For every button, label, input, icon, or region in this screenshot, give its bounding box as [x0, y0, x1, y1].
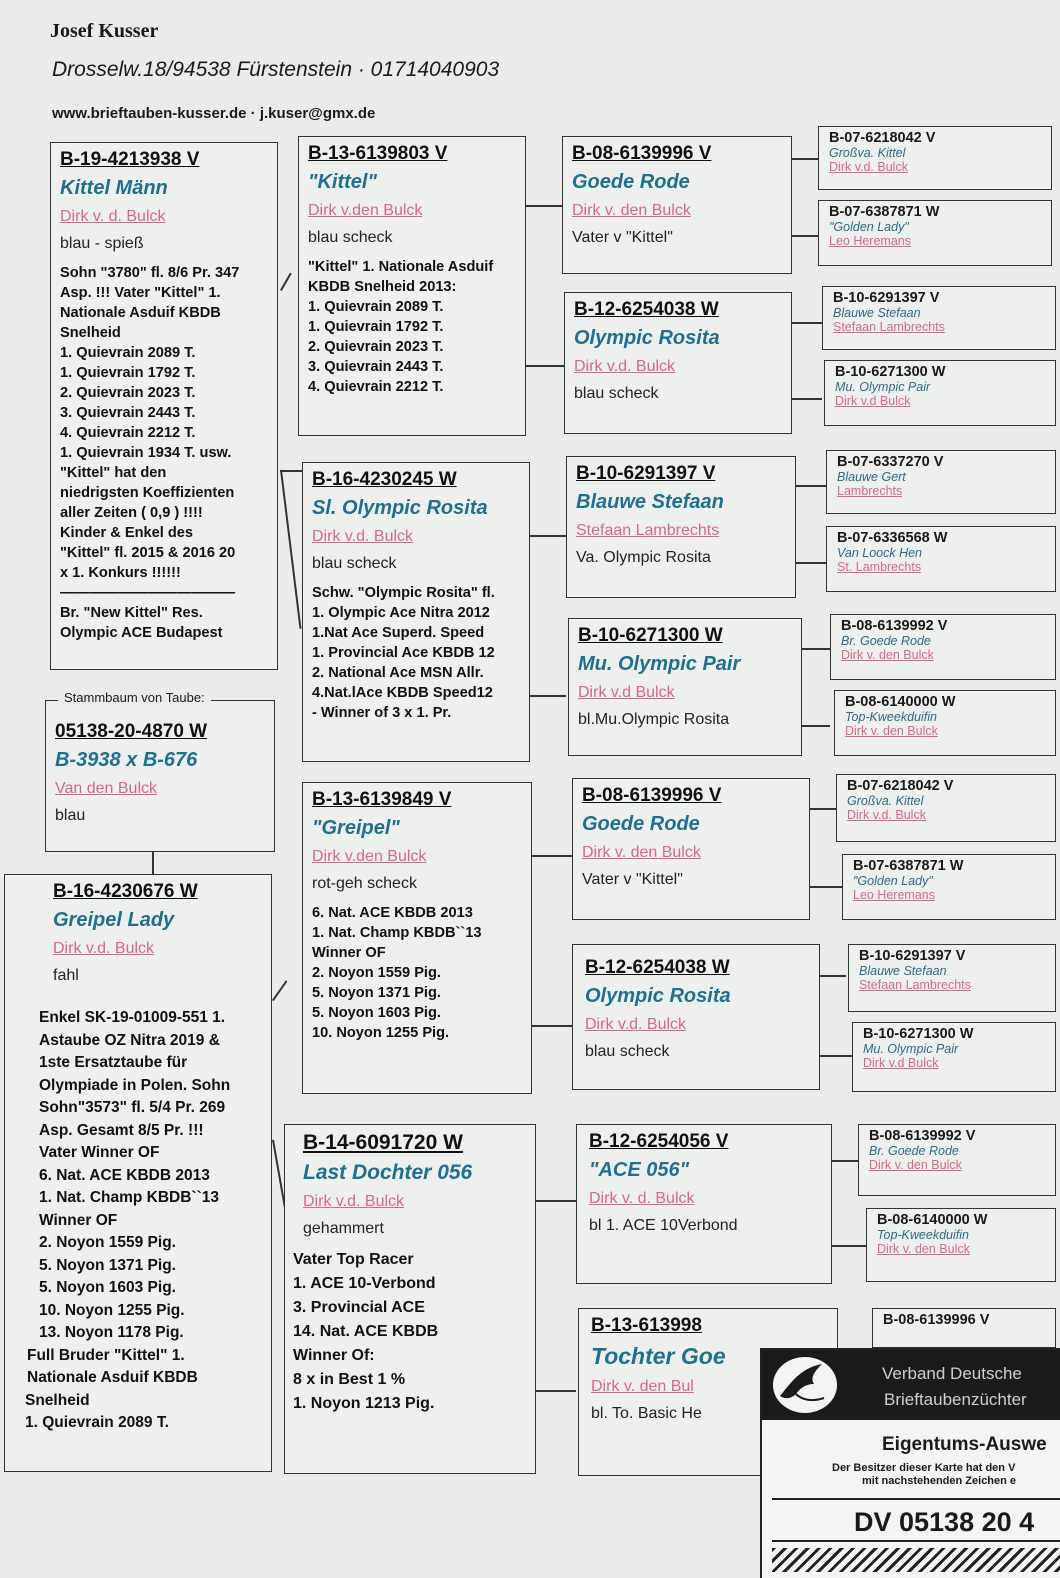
note-line: Astaube OZ Nitra 2019 & — [39, 1031, 220, 1049]
breeder-name: Dirk v. den Bulck — [869, 1158, 962, 1172]
pigeon-name: Top-Kweekduifin — [845, 710, 937, 724]
note-line: Vater Winner OF — [39, 1144, 160, 1161]
note-line: 10. Noyon 1255 Pig. — [39, 1301, 185, 1319]
breeder-name: Stefaan Lambrechts — [833, 320, 945, 334]
pedigree-of-box — [45, 700, 275, 852]
breeder-name: Dirk v.d. Bulck — [312, 528, 414, 545]
note-line: 4.Nat.lAce KBDB Speed12 — [312, 685, 493, 701]
pigeon-name: Mu. Olympic Pair — [863, 1042, 959, 1056]
ring-number: B-12-6254038 W — [585, 957, 730, 978]
card-text: Der Besitzer dieser Karte hat den V — [832, 1462, 1016, 1474]
great-grandparent-box — [852, 1022, 1056, 1092]
note-line: 5. Noyon 1603 Pig. — [39, 1279, 176, 1296]
connector-line — [532, 855, 572, 857]
note-line: Snelheid — [60, 325, 121, 341]
note-line: 5. Noyon 1603 Pig. — [312, 1005, 441, 1021]
breeder-name: Dirk v. d. Bulck — [589, 1190, 695, 1207]
pigeon-name: Blauwe Stefaan — [576, 491, 724, 513]
connector-line — [530, 535, 566, 537]
breeder-name: Leo Heremans — [829, 234, 911, 248]
note-line: 14. Nat. ACE KBDB — [293, 1323, 439, 1340]
card-title: Eigentums-Auswe — [882, 1434, 1047, 1455]
note-line: 1. Quievrain 2089 T. — [308, 299, 444, 315]
note-line: Br. "New Kittel" Res. — [60, 605, 203, 621]
breeder-name: Dirk v.d Bulck — [835, 394, 911, 408]
note-line: "Kittel" 1. Nationale Asduif — [308, 259, 494, 275]
note-line: Winner Of: — [293, 1347, 375, 1364]
pigeon-name: Van Loock Hen — [837, 546, 923, 560]
connector-line — [536, 1390, 576, 1392]
great-grandparent-box — [826, 450, 1056, 514]
ring-number: B-19-4213938 V — [60, 149, 200, 170]
pigeon-name: Br. Goede Rode — [841, 634, 931, 648]
note-line: Winner OF — [312, 945, 386, 961]
note-line: 2. Noyon 1559 Pig. — [312, 965, 441, 981]
note-line: 1. Noyon 1213 Pig. — [293, 1395, 435, 1412]
card-org-line: Brieftaubenzüchter — [884, 1390, 1027, 1409]
pigeon-name: Goede Rode — [572, 171, 690, 193]
great-grandparent-box — [834, 690, 1056, 756]
great-grandparent-box — [824, 360, 1056, 426]
breeder-name: Dirk v.d. Bulck — [303, 1193, 405, 1210]
ring-number: B-14-6091720 W — [303, 1131, 463, 1154]
ring-number: B-16-4230245 W — [312, 469, 457, 490]
ring-number: B-12-6254056 V — [589, 1131, 729, 1152]
connector-line — [820, 1055, 852, 1057]
connector-line — [792, 158, 818, 160]
connector-line — [280, 273, 291, 291]
card-text: mit nachstehenden Zeichen e — [862, 1475, 1017, 1487]
ring-number: B-08-6139996 V — [883, 1312, 990, 1328]
note-line: 10. Noyon 1255 Pig. — [312, 1025, 450, 1041]
note-line: 4. Quievrain 2212 T. — [60, 425, 196, 441]
note-line: 2. Quievrain 2023 T. — [60, 385, 196, 401]
breeder-name: Dirk v. den Bulck — [582, 844, 701, 861]
ring-number: B-08-6139996 V — [572, 143, 712, 164]
note-line: 1. ACE 10-Verbond — [293, 1275, 436, 1292]
note-line: Winner OF — [39, 1211, 118, 1229]
pigeon-color: blau scheck — [308, 229, 393, 246]
pigeon-name: "Kittel" — [308, 171, 377, 193]
dam-dam-box — [284, 1124, 536, 1474]
breeder-name: Dirk v.d. Bulck — [829, 160, 908, 174]
note-line: 3. Quievrain 2443 T. — [308, 359, 444, 375]
owner-address: Drosselw.18/94538 Fürstenstein · 01714040903 — [52, 58, 500, 81]
note-line: x 1. Konkurs !!!!!! — [60, 565, 181, 581]
pigeon-name: B-3938 x B-676 — [55, 749, 198, 771]
note-line: 5. Noyon 1371 Pig. — [312, 985, 441, 1001]
ring-number: B-07-6336568 W — [837, 530, 948, 546]
pigeon-name: Großva. Kittel — [829, 146, 906, 160]
ancestor-box — [572, 778, 810, 920]
note-line: 1. Provincial Ace KBDB 12 — [312, 645, 495, 661]
pigeon-name: Olympic Rosita — [585, 985, 731, 1007]
ring-number: B-08-6139992 V — [869, 1128, 976, 1144]
note-line: Nationale Asduif KBDB — [27, 1369, 198, 1386]
pigeon-name: Mu. Olympic Pair — [835, 380, 931, 394]
pigeon-name: Goede Rode — [582, 813, 700, 835]
breeder-name: Dirk v. den Bul — [591, 1378, 694, 1395]
ring-number: B-08-6139996 V — [582, 785, 722, 806]
pigeon-color: bl 1. ACE 10Verbond — [589, 1217, 738, 1234]
note-line: 1. Quievrain 1934 T. usw. — [60, 445, 232, 461]
note-line: Olympic ACE Budapest — [60, 625, 223, 641]
note-line: KBDB Snelheid 2013: — [308, 279, 457, 295]
breeder-name: Stefaan Lambrechts — [859, 978, 971, 992]
breeder-name: Dirk v. d. Bulck — [60, 208, 166, 225]
pigeon-name: Br. Goede Rode — [869, 1144, 959, 1158]
dam-pigeon-box — [4, 874, 272, 1472]
ring-number: B-12-6254038 W — [574, 299, 719, 320]
great-grandparent-box — [836, 774, 1056, 842]
ancestor-box — [568, 618, 802, 756]
pedigree-label: Stammbaum von Taube: — [58, 690, 211, 705]
pigeon-logo-icon — [770, 1354, 840, 1416]
pigeon-color: fahl — [53, 967, 79, 984]
connector-line — [530, 695, 566, 697]
breeder-name: Stefaan Lambrechts — [576, 522, 720, 539]
connector-line — [802, 725, 830, 727]
note-line: 3. Quievrain 2443 T. — [60, 405, 196, 421]
note-line: Schw. "Olympic Rosita" fl. — [312, 585, 495, 601]
dam-sire-box — [302, 782, 532, 1094]
pigeon-name: Mu. Olympic Pair — [578, 653, 741, 675]
breeder-name: Dirk v. den Bulck — [845, 724, 938, 738]
pigeon-color: rot-geh scheck — [312, 875, 417, 892]
note-line: 3. Provincial ACE — [293, 1299, 425, 1316]
breeder-name: Dirk v.d. Bulck — [53, 940, 155, 957]
connector-line — [796, 562, 826, 564]
breeder-name: Dirk v. den Bulck — [877, 1242, 970, 1256]
connector-line — [810, 886, 842, 888]
ring-number: B-07-6218042 V — [829, 130, 936, 146]
pigeon-name: Kittel Männ — [60, 177, 168, 199]
note-line: aller Zeiten ( 0,9 ) !!!! — [60, 505, 203, 521]
ring-number: B-07-6218042 V — [847, 778, 954, 794]
note-line: 13. Noyon 1178 Pig. — [39, 1324, 184, 1341]
connector-line — [532, 1025, 572, 1027]
breeder-name: Dirk v. den Bulck — [841, 648, 934, 662]
note-line: 2. National Ace MSN Allr. — [312, 665, 484, 681]
pigeon-name: Top-Kweekduifin — [877, 1228, 969, 1242]
ring-number: B-07-6387871 W — [853, 858, 964, 874]
note-line: Vater Top Racer — [293, 1251, 414, 1268]
pigeon-name: "Golden Lady" — [853, 874, 933, 888]
performance-notes — [293, 1248, 526, 1416]
pigeon-color: Vater v "Kittel" — [572, 229, 673, 246]
owner-contact: www.brieftauben-kusser.de · j.kuser@gmx.de — [52, 105, 376, 122]
performance-notes — [60, 263, 268, 643]
pigeon-name: Blauwe Stefaan — [859, 964, 947, 978]
connector-line — [272, 980, 287, 1001]
connector-line — [832, 1245, 868, 1247]
ring-number: B-16-4230676 W — [53, 881, 198, 902]
breeder-name: Dirk v.d. Bulck — [574, 358, 676, 375]
note-line: 6. Nat. ACE KBDB 2013 — [39, 1166, 210, 1184]
note-line: 4. Quievrain 2212 T. — [308, 379, 444, 395]
ancestor-box — [572, 944, 820, 1090]
card-org-line: Verband Deutsche — [882, 1364, 1022, 1383]
breeder-name: Dirk v.d. Bulck — [585, 1016, 687, 1033]
breeder-name: Dirk v.d Bulck — [863, 1056, 939, 1070]
note-line: Enkel SK-19-01009-551 1. — [39, 1009, 226, 1026]
connector-line — [792, 398, 822, 400]
ring-number: B-13-613998 — [591, 1315, 702, 1336]
owner-name: Josef Kusser — [50, 20, 159, 42]
note-line: Sohn "3780" fl. 8/6 Pr. 347 — [60, 265, 240, 281]
ancestor-box — [566, 456, 796, 598]
connector-line — [280, 470, 301, 629]
card-ring-number: DV 05138 20 4 — [772, 1498, 1060, 1542]
breeder-name: Dirk v.den Bulck — [308, 202, 423, 219]
note-line: 1. Quievrain 2089 T. — [25, 1414, 169, 1431]
note-line: Asp. Gesamt 8/5 Pr. !!! — [39, 1121, 204, 1139]
pigeon-name: Großva. Kittel — [847, 794, 924, 808]
great-grandparent-box — [866, 1208, 1056, 1282]
sire-dam-box — [302, 462, 530, 762]
note-line: 1. Nat. Champ KBDB``13 — [39, 1189, 219, 1206]
great-grandparent-box — [818, 126, 1052, 190]
great-grandparent-box — [858, 1124, 1056, 1196]
ring-number: B-08-6140000 W — [877, 1212, 988, 1228]
note-line: Snelheid — [25, 1391, 90, 1409]
pigeon-color: Va. Olympic Rosita — [576, 549, 711, 566]
note-line: - Winner of 3 x 1. Pr. — [312, 705, 452, 721]
pigeon-color: blau — [55, 807, 86, 824]
breeder-name: Lambrechts — [837, 484, 903, 498]
ring-number: B-10-6271300 W — [863, 1026, 974, 1042]
note-line: 1. Quievrain 1792 T. — [60, 365, 196, 381]
ring-number: B-08-6140000 W — [845, 694, 956, 710]
breeder-name: Dirk v.den Bulck — [312, 848, 427, 865]
note-line: 6. Nat. ACE KBDB 2013 — [312, 905, 473, 921]
ring-number: B-08-6139992 V — [841, 618, 948, 634]
pigeon-color: bl.Mu.Olympic Rosita — [578, 711, 730, 728]
pigeon-color: blau - spieß — [60, 235, 144, 252]
great-grandparent-box — [822, 286, 1056, 350]
note-line: Sohn"3573" fl. 5/4 Pr. 269 — [39, 1099, 226, 1116]
ring-number: B-13-6139849 V — [312, 789, 452, 810]
connector-line — [526, 205, 564, 207]
note-line: 1ste Ersatztaube für — [39, 1054, 188, 1071]
pigeon-color: gehammert — [303, 1220, 384, 1237]
note-line: niedrigsten Koeffizienten — [60, 485, 235, 501]
connector-line — [802, 648, 830, 650]
note-line: 8 x in Best 1 % — [293, 1371, 406, 1388]
breeder-name: Van den Bulck — [55, 780, 157, 797]
ring-number: B-10-6291397 V — [859, 948, 966, 964]
pigeon-color: blau scheck — [574, 385, 659, 402]
note-line: Olympiade in Polen. Sohn — [39, 1076, 231, 1094]
note-line: 2. Quievrain 2023 T. — [308, 339, 444, 355]
note-line: 1. Quievrain 2089 T. — [60, 345, 196, 361]
connector-line — [792, 322, 822, 324]
ancestor-box — [576, 1124, 832, 1284]
note-line: 5. Noyon 1371 Pig. — [39, 1256, 176, 1274]
note-line: 1.Nat Ace Superd. Speed — [312, 625, 485, 641]
pigeon-name: Olympic Rosita — [574, 327, 720, 349]
note-line: "Kittel" hat den — [60, 465, 167, 481]
breeder-name: Dirk v. den Bulck — [572, 202, 691, 219]
pigeon-name: Blauwe Gert — [837, 470, 906, 484]
connector-line — [792, 235, 818, 237]
ring-number: B-13-6139803 V — [308, 143, 448, 164]
great-grandparent-box — [842, 854, 1056, 920]
pigeon-name: "Golden Lady" — [829, 220, 909, 234]
pigeon-name: Greipel Lady — [53, 909, 175, 931]
connector-line — [796, 485, 826, 487]
note-line: Asp. !!! Vater "Kittel" 1. — [60, 285, 221, 301]
ring-number: B-10-6271300 W — [835, 364, 946, 380]
note-line: ———————————— — [60, 585, 236, 601]
connector-line — [280, 470, 304, 472]
note-line: 1. Quievrain 1792 T. — [308, 319, 444, 335]
ring-number: B-07-6337270 V — [837, 454, 944, 470]
note-line: 1. Olympic Ace Nitra 2012 — [312, 605, 490, 621]
great-grandparent-box — [826, 526, 1056, 592]
performance-notes — [308, 257, 516, 397]
ring-number: B-10-6291397 V — [833, 290, 940, 306]
ownership-card — [760, 1348, 1060, 1578]
breeder-name: Leo Heremans — [853, 888, 935, 902]
note-line: Kinder & Enkel des — [60, 525, 194, 541]
pigeon-color: blau scheck — [312, 555, 397, 572]
note-line: Nationale Asduif KBDB — [60, 305, 221, 321]
pigeon-color: blau scheck — [585, 1043, 670, 1060]
great-grandparent-box — [818, 200, 1052, 266]
card-pattern — [772, 1548, 1060, 1572]
great-grandparent-box — [830, 614, 1056, 680]
pigeon-name: "Greipel" — [312, 817, 400, 839]
note-line: 2. Noyon 1559 Pig. — [39, 1234, 176, 1251]
note-line: Full Bruder "Kittel" 1. — [27, 1346, 185, 1364]
connector-line — [526, 365, 564, 367]
pigeon-name: Last Dochter 056 — [303, 1161, 473, 1184]
connector-line — [536, 1200, 576, 1202]
pigeon-name: Tochter Goe — [591, 1343, 726, 1369]
breeder-name: Dirk v.d. Bulck — [847, 808, 926, 822]
subject-pigeon-box — [50, 142, 278, 670]
great-grandparent-box — [848, 944, 1056, 1012]
performance-notes — [312, 903, 522, 1043]
ancestor-box — [564, 292, 792, 434]
performance-notes — [312, 583, 520, 723]
pigeon-name: "ACE 056" — [589, 1159, 690, 1181]
sire-box — [298, 136, 526, 436]
pigeon-name: Sl. Olympic Rosita — [312, 497, 488, 519]
performance-notes — [25, 1007, 262, 1435]
pigeon-name: Blauwe Stefaan — [833, 306, 921, 320]
ring-number: B-07-6387871 W — [829, 204, 940, 220]
pigeon-color: Vater v "Kittel" — [582, 871, 683, 888]
connector-line — [152, 852, 154, 874]
breeder-name: Dirk v.d Bulck — [578, 684, 675, 701]
breeder-name: St. Lambrechts — [837, 560, 922, 574]
ring-number: B-10-6271300 W — [578, 625, 723, 646]
note-line: "Kittel" fl. 2015 & 2016 20 — [60, 545, 236, 561]
note-line: 1. Nat. Champ KBDB``13 — [312, 925, 482, 941]
ancestor-box — [562, 136, 792, 274]
ring-number: 05138-20-4870 W — [55, 721, 208, 742]
great-grandparent-box — [872, 1308, 1056, 1348]
ring-number: B-10-6291397 V — [576, 463, 716, 484]
pigeon-color: bl. To. Basic He — [591, 1405, 702, 1422]
